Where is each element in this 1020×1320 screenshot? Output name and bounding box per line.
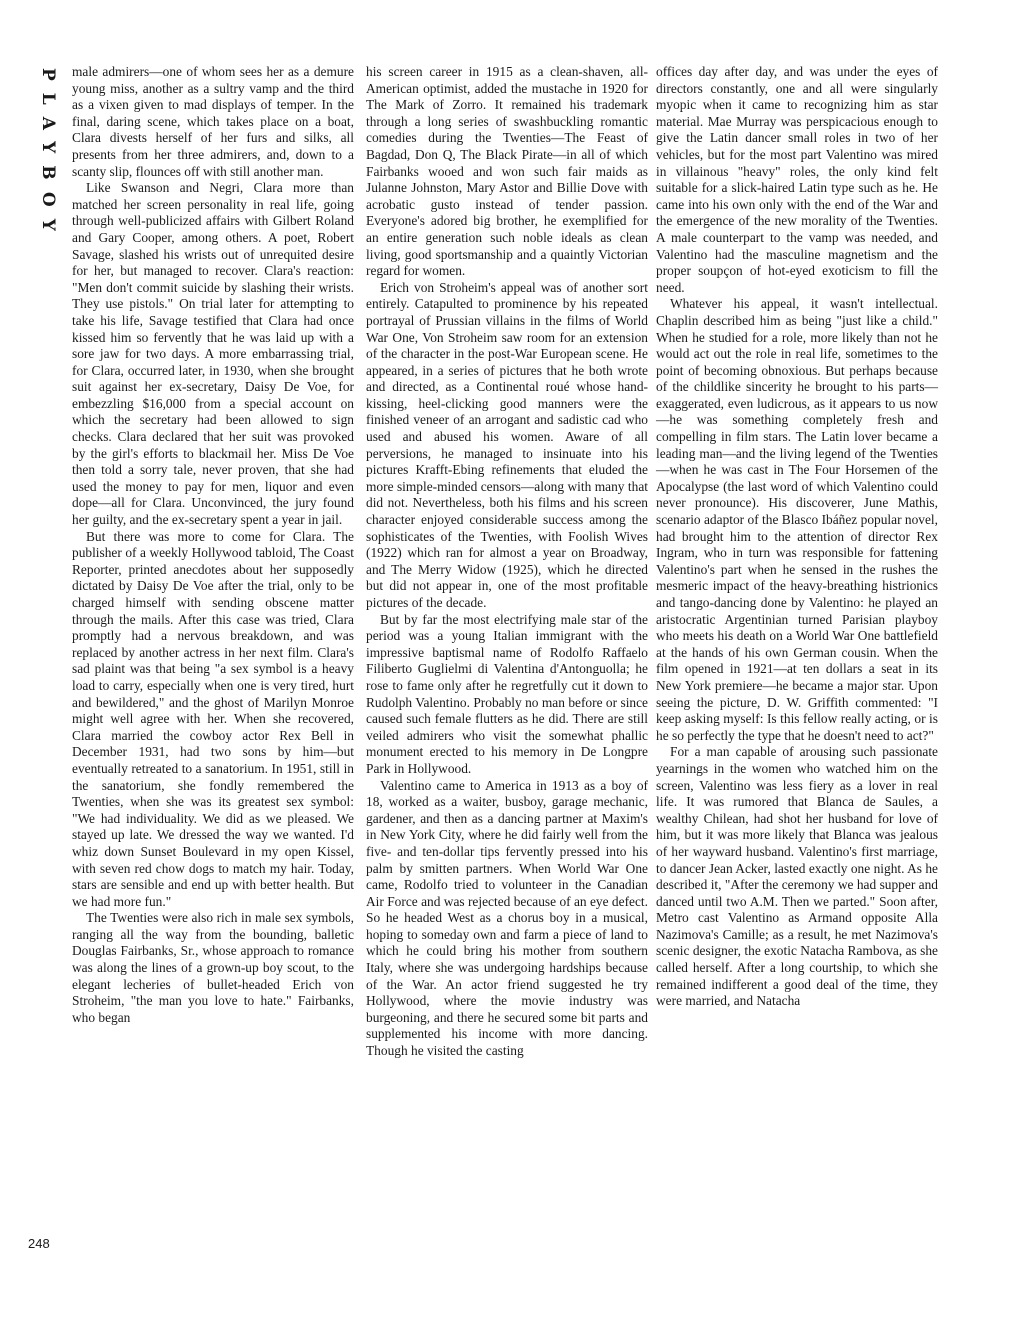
paragraph: Erich von Stroheim's appeal was of another sort entirely. Catapulted to prominence by his repeated portrayal of Prussian villains in the films of World War One, Von Stroheim saw room for an extension of the character in the post-War European scene. He appeared, in a series of pictures that he both wrote and directed, as a Continental roué whose hand-kissing, heel-clicking good manners were the finished veneer of an arrogant and sadistic cad who used and abused his women. Aware of all perversions, he managed to insinuate into his pictures Krafft-Ebing refinements that eluded the more simple-minded censors—along with many that did not. Nevertheless, both his films and his screen character enjoyed considerable success among the sophisticates of the Twenties, with Foolish Wives (1922) which ran for almost a year on Broadway, and The Merry Widow (1925), which he directed but did not appear in, one of the most profitable pictures of the decade.	[366, 279, 648, 610]
paragraph: But by far the most electrifying male star of the period was a young Italian immigrant with the impressive baptismal name of Rodolfo Raffaelo Filiberto Guglielmi di Valentina d'Antonguolla; he rose to fame only after he regretfully cut it down to Rudolph Valentino. Probably no man before or since caused such female flutters as he did. There are still veiled admirers who visit the somewhat phallic monument erected to his memory in De Longpre Park in Hollywood.	[366, 611, 648, 776]
paragraph: his screen career in 1915 as a clean-shaven, all-American optimist, added the mustache in 1920 for The Mark of Zorro. It remained his trademark through a long series of swashbuckling romantic comedies during the Twenties—The Feast of Bagdad, Don Q, The Black Pirate—in all of which Fairbanks wooed and won such fair maids as Julanne Johnston, Mary Astor and Billie Dove with acrobatic gusto instead of tender passion. Everyone's adored big brother, he exemplified for an entire generation such noble ideals as clean living, good sportsmanship and a quaintly Victorian regard for women.	[366, 64, 648, 279]
article-column-1	[72, 64, 354, 1026]
paragraph: Valentino came to America in 1913 as a boy of 18, worked as a waiter, busboy, garage mechanic, gardener, and then as a dancing partner at Maxim's in New York City, where he did fairly well from the five- and ten-dollar tips fervently pressed into his palm by smitten partners. When World War One came, Rodolfo tried to volunteer in the Canadian Air Force and was rejected because of an eye defect. So he headed West as a chorus boy in a musical, hoping to someday own and farm a piece of land to which he could bring his mother from southern Italy, where she was undergoing hardships because of the War. An actor friend suggested he try Hollywood, where the movie industry was burgeoning, and there he secured some bit parts and supplemented his income with more dancing. Though he visited the casting	[366, 777, 648, 1059]
paragraph: Like Swanson and Negri, Clara more than matched her screen personality in real life, going through well-publicized affairs with Gilbert Roland and Gary Cooper, among others. A poet, Robert Savage, slashed his wrists out of unrequited desire for her, but managed to recover. Clara's reaction: "Men don't commit suicide by slashing their wrists. They use pistols." On trial later for attempting to take his life, Savage testified that Clara had once kissed him so fervently that he was laid up with a sore jaw for two days. A more embarrassing trial, for Clara, occurred later, in 1930, when she brought suit against her ex-secretary, Daisy De Voe, for embezzling $16,000 from a special account on which the secretary had been allowed to sign checks. Clara declared that her suit was provoked by the girl's efforts to blackmail her. Miss De Voe then told a sorry tale, never proven, that she had used the money to pay for men, liquor and even dope—all for Clara. Unconvinced, the jury found her guilty, and the ex-secretary spent a year in jail.	[72, 180, 354, 528]
paragraph: Whatever his appeal, it wasn't intellectual. Chaplin described him as being "just like a child." When he studied for a role, more likely than not he would act out the role in real life, sometimes to the point of becoming obnoxious. But perhaps because of the childlike sincerity he brought to his parts—exaggerated, even ludicrous, as it appears to us now—he was something completely fresh and compelling in film stars. The Latin lover became a leading man—and the living legend of the Twenties—when he was cast in The Four Horsemen of the Apocalypse (the last word of which Valentino could never pronounce). His discoverer, June Mathis, scenario adaptor of the Blasco Ibáñez popular novel, had brought him to the attention of director Rex Ingram, who in turn was responsible for fattening Valentino's part when he sensed in the rushes the mesmeric impact of the heavy-breathing histrionics and tango-dancing done by Valentino: he played an aristocratic Argentinian turned Parisian playboy who meets his death on a World War One battlefield at the hands of his own German cousin. When the film opened in 1921—at ten dollars a seat in its New York premiere—he became a major star. Upon seeing the picture, D. W. Griffith commented: "I keep asking myself: Is this fellow really acting, or is he so perfectly the type that he doesn't need to act?"	[656, 296, 938, 743]
paragraph: male admirers—one of whom sees her as a demure young miss, another as a sultry vamp and the third as a vixen given to mad displays of temper. In the final, daring scene, which takes place on a boat, Clara divests herself of her furs and silks, all presents from her three admirers, and, down to a scanty slip, flounces off with still another man.	[72, 64, 354, 179]
masthead-text: PLAYBOY	[38, 68, 58, 243]
article-column-2	[366, 64, 648, 1060]
paragraph: The Twenties were also rich in male sex symbols, ranging all the way from the bounding, balletic Douglas Fairbanks, Sr., whose approach to romance was along the lines of a grown-up boy scout, to the elegant lecheries of bullet-headed Erich von Stroheim, "the man you love to hate." Fairbanks, who began	[72, 910, 354, 1025]
masthead	[22, 68, 58, 328]
paragraph: For a man capable of arousing such passionate yearnings in the women who watched him on the screen, Valentino was less fiery as a lover in real life. It was rumored that Blanca de Saules, a wealthy Chilean, had shot her husband for love of him, but it was more likely that Blanca was jealous of her wayward husband. Valentino's first marriage, to dancer Jean Acker, lasted exactly one night. As he described it, "After the ceremony we had supper and danced until two A.M. Then we parted." Soon after, Metro cast Valentino as Armand opposite Alla Nazimova's Camille; as a result, he met Nazimova's scenic designer, the exotic Natacha Rambova, as she called herself. After a long courtship, to which she remained indifferent a good deal of the time, they were married, and Natacha	[656, 744, 938, 1009]
page-number: 248	[28, 1236, 50, 1251]
paragraph: But there was more to come for Clara. The publisher of a weekly Hollywood tabloid, The Coast Reporter, printed anecdotes about her supposedly dictated by Daisy De Voe after the trial, only to be charged himself with sending obscene matter through the mails. After this case was tried, Clara promptly had a nervous breakdown, and was replaced by another actress in her next film. Clara's sad plaint was that being "a sex symbol is a heavy load to carry, especially when one is very tired, hurt and bewildered," and the ghost of Marilyn Monroe might well agree with her. When she recovered, Clara married the cowboy actor Rex Bell in December 1931, had two sons by him—but eventually retreated to a sanatorium. In 1951, still in the sanatorium, she fondly remembered the Twenties, when she was its greatest sex symbol: "We had individuality. We did as we pleased. We stayed up late. We dressed the way we wanted. I'd whiz down Sunset Boulevard in my open Kissel, with seven red chow dogs to match my hair. Today, stars are sensible and end up with better health. But we had more fun."	[72, 528, 354, 909]
paragraph: offices day after day, and was under the eyes of directors constantly, one and all were singularly myopic when it came to recognizing him as star material. Mae Murray was perspicacious enough to give the Latin dancer small roles in two of her vehicles, but for the most part Valentino was mired in villainous "heavy" roles, the only kind felt suitable for a slick-haired Latin type such as he. He came into his own only with the end of the War and the emergence of the new morality of the Twenties. A male counterpart to the vamp was needed, and Valentino had the masculine magnetism and the proper soupçon of hot-eyed exoticism to fill the need.	[656, 64, 938, 295]
article-column-3	[656, 64, 938, 1010]
